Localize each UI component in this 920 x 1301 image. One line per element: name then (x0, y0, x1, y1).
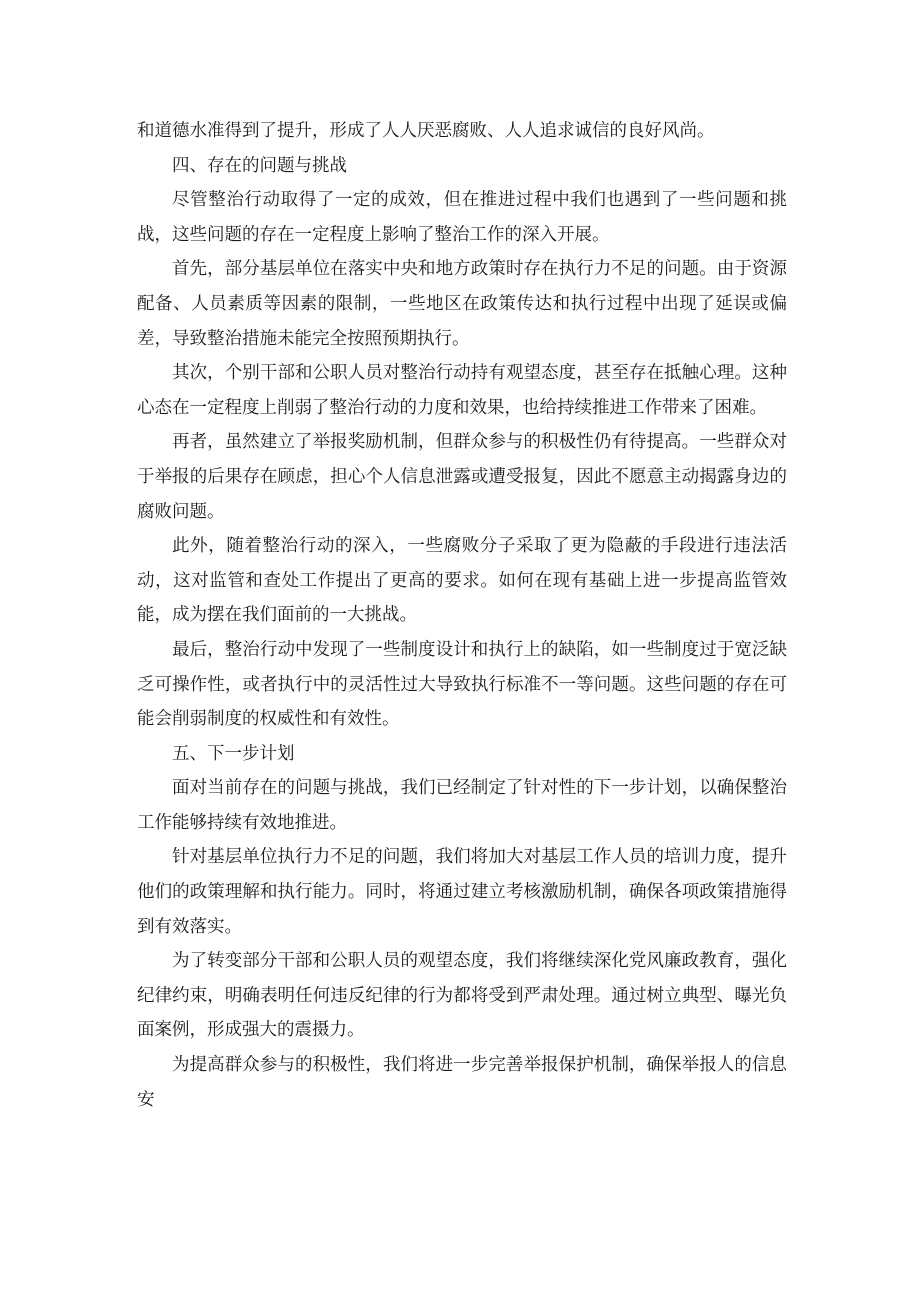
paragraph: 为了转变部分干部和公职人员的观望态度，我们将继续深化党风廉政教育，强化纪律约束，明确表明任何违反纪律的行为都将受到严肃处理。通过树立典型、曝光负面案例，形成强大的震摄力。 (137, 951, 787, 1041)
paragraph: 其次，个别干部和公职人员对整治行动持有观望态度，甚至存在抵触心理。这种心态在一定程度上削弱了整治行动的力度和效果，也给持续推进工作带来了困难。 (137, 363, 787, 418)
section-heading-next-steps: 五、下一步计划 (172, 743, 295, 764)
section-heading-problems: 四、存在的问题与挑战 (172, 155, 347, 176)
paragraph: 此外，随着整治行动的深入，一些腐败分子采取了更为隐蔽的手段进行违法活动，这对监管和查处工作提出了更高的要求。如何在现有基础上进一步提高监管效能，成为摆在我们面前的一大挑战。 (137, 536, 787, 626)
paragraph: 面对当前存在的问题与挑战，我们已经制定了针对性的下一步计划，以确保整治工作能够持续有效地推进。 (137, 778, 787, 833)
paragraph-truncated: 为提高群众参与的积极性，我们将进一步完善举报保护机制，确保举报人的信息安 (137, 1055, 787, 1110)
document-body (137, 114, 787, 1117)
paragraph: 针对基层单位执行力不足的问题，我们将加大对基层工作人员的培训力度，提升他们的政策理解和执行能力。同时，将通过建立考核激励机制，确保各项政策措施得到有效落实。 (137, 847, 787, 937)
paragraph: 最后，整治行动中发现了一些制度设计和执行上的缺陷，如一些制度过于宽泛缺乏可操作性，或者执行中的灵活性过大导致执行标准不一等问题。这些问题的存在可能会削弱制度的权威性和有效性。 (137, 639, 787, 730)
paragraph: 首先，部分基层单位在落实中央和地方政策时存在执行力不足的问题。由于资源配备、人员素质等因素的限制，一些地区在政策传达和执行过程中出现了延误或偏差，导致整治措施未能完全按照预期执行。 (137, 259, 787, 349)
paragraph: 尽管整治行动取得了一定的成效，但在推进过程中我们也遇到了一些问题和挑战，这些问题的存在一定程度上影响了整治工作的深入开展。 (137, 190, 787, 245)
paragraph-continuation: 和道德水准得到了提升，形成了人人厌恶腐败、人人追求诚信的良好风尚。 (137, 121, 715, 141)
paragraph: 再者，虽然建立了举报奖励机制，但群众参与的积极性仍有待提高。一些群众对于举报的后果存在顾虑，担心个人信息泄露或遭受报复，因此不愿意主动揭露身边的腐败问题。 (137, 432, 787, 522)
